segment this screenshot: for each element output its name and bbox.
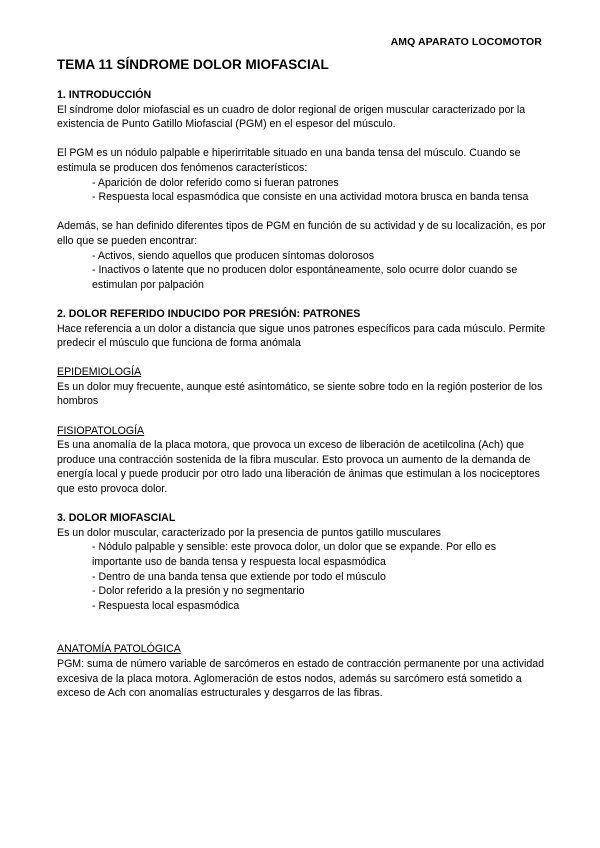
page-title: TEMA 11 SÍNDROME DOLOR MIOFASCIAL [57,57,329,72]
list-item: - Nódulo palpable y sensible: este provoca dolor, un dolor que se expande. Por ello es importante uso de banda tensa y respuesta local espasmódica [92,541,497,568]
dolor-referido-paragraph: Hace referencia a un dolor a distancia que sigue unos patrones específicos para cada músculo. Permite predecir el músculo que funciona de forma anómala [57,322,546,350]
section-heading-introduccion: 1. INTRODUCCIÓN [57,89,152,101]
list-item: - Inactivos o latente que no producen dolor espontáneamente, solo ocurre dolor cuando se estimulan por palpación [92,264,518,291]
list-item: - Aparición de dolor referido como si fueran patrones [92,176,339,189]
section-heading-dolor-miofascial: 3. DOLOR MIOFASCIAL [57,512,176,525]
fisiopatologia-paragraph: Es una anomalía de la placa motora, que provoca un exceso de liberación de acetilcolina (Ach) que produce una contracción sostenida de la fibra muscular. Esto provoca un aumento de la demanda de energía local y puede producir por otro lado una liberación de ánimas que estimulan a los nociceptores que esto provoca dolor. [57,439,540,496]
section-heading-dolor-referido: 2. DOLOR REFERIDO INDUCIDO POR PRESIÓN: PATRONES [57,307,361,320]
course-header: AMQ APARATO LOCOMOTOR [390,36,542,48]
list-item: - Respuesta local espasmódica que consiste en una actividad motora brusca en banda tensa [92,191,529,204]
document-body [57,88,547,701]
dolor-miofascial-paragraph: Es un dolor muscular, caracterizado por la presencia de puntos gatillo musculares [57,526,441,539]
list-item: - Respuesta local espasmódica [92,599,240,612]
subheading-fisiopatologia: FISIOPATOLOGÍA [57,424,145,437]
list-item: - Dolor referido a la presión y no segmentario [92,585,305,598]
anatomia-patologica-paragraph: PGM: suma de número variable de sarcómeros en estado de contracción permanente por una actividad excesiva de la placa motora. Aglomeración de estos nodos, además su sarcómero está sometido a exceso de Ach con anomalías estructurales y desgarros de las fibras. [57,657,544,700]
list-item: - Activos, siendo aquellos que producen síntomas dolorosos [92,249,375,262]
intro-paragraph-3: Además, se han definido diferentes tipos de PGM en función de su actividad y de su localización, es por ello que se pueden encontrar: [57,220,546,247]
list-item: - Dentro de una banda tensa que extiende por todo el músculo [92,570,386,583]
subheading-anatomia-patologica: ANATOMÍA PATOLÓGICA [57,643,181,656]
subheading-epidemiologia: EPIDEMIOLOGÍA [57,366,142,379]
intro-paragraph-2: El PGM es un nódulo palpable e hiperirritable situado en una banda tensa del músculo. Cuando se estimula se producen dos fenómenos característicos: [57,147,521,174]
intro-paragraph-1: El síndrome dolor miofascial es un cuadro de dolor regional de origen muscular caracterizado por la existencia de Punto Gatillo Miofascial (PGM) en el espesor del músculo. [57,103,526,131]
epidemiologia-paragraph: Es un dolor muy frecuente, aunque esté asintomático, se siente sobre todo en la región posterior de los hombros [57,380,543,408]
